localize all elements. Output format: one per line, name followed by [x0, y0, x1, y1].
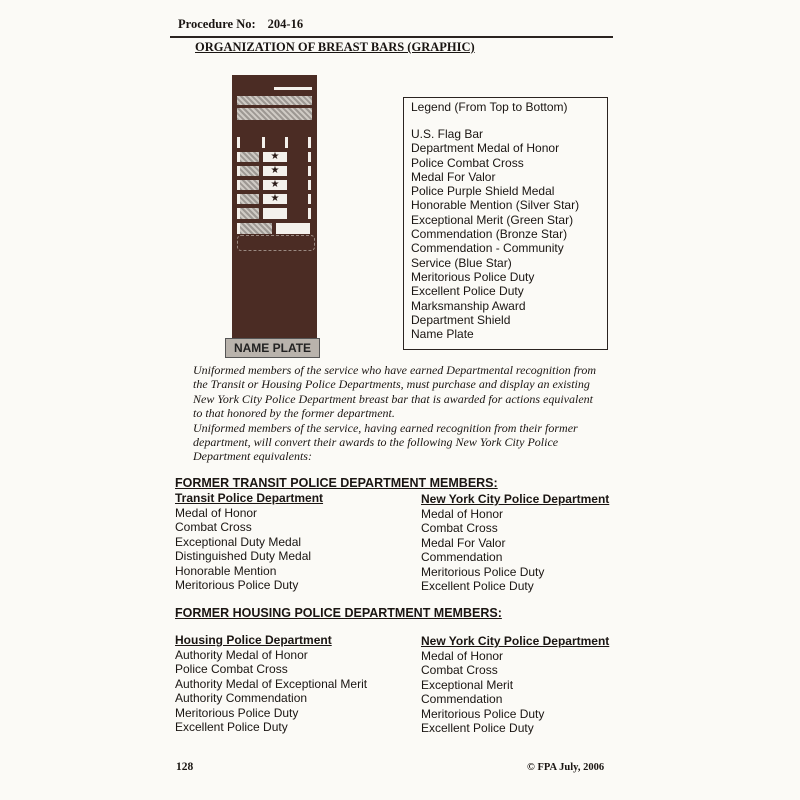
legend-item: Service (Blue Star) — [411, 255, 512, 270]
legend-item: Police Purple Shield Medal — [411, 184, 555, 199]
paragraph-line: to that honored by the former department. — [193, 406, 395, 421]
legend-box — [403, 97, 608, 350]
paragraph-line: the Transit or Housing Police Departments, must purchase and display an existing — [193, 377, 590, 392]
star-icon: ★ — [263, 166, 287, 176]
procedure-value: 204-16 — [267, 17, 304, 31]
award-item: Meritorious Police Duty — [421, 706, 545, 721]
paragraph-line: Uniformed members of the service who have earned Departmental recognition from — [193, 363, 597, 377]
page-number: 128 — [176, 761, 194, 773]
award-item: Excellent Police Duty — [421, 579, 534, 593]
star-icon: ★ — [263, 194, 287, 204]
award-item: Commendation — [421, 692, 503, 706]
column-header: Housing Police Department — [175, 633, 332, 647]
award-item: Police Combat Cross — [175, 662, 288, 676]
column-header: New York City Police Department — [421, 492, 610, 506]
legend-item: Medal For Valor — [411, 169, 496, 184]
transit-column — [175, 491, 323, 593]
legend-item: Name Plate — [411, 327, 474, 342]
award-item: Distinguished Duty Medal — [175, 549, 312, 563]
legend-item: Excellent Police Duty — [411, 284, 524, 299]
legend-list — [411, 127, 579, 341]
award-item: Excellent Police Duty — [175, 720, 288, 734]
legend-item: Police Combat Cross — [411, 155, 524, 170]
legend-item: Department Shield — [411, 312, 511, 327]
paragraph-line: New York City Police Department breast bar that is awarded for actions equivalent — [193, 391, 593, 406]
award-item: Authority Medal of Honor — [175, 647, 308, 662]
column-header: New York City Police Department — [421, 634, 610, 648]
medal-of-honor-bar — [237, 108, 312, 120]
legend-heading: Legend (From Top to Bottom) — [411, 100, 568, 114]
paragraph-line: Uniformed members of the service, having earned recognition from their former — [193, 420, 578, 435]
award-item: Combat Cross — [421, 663, 498, 677]
legend-item: Commendation (Bronze Star) — [411, 227, 568, 242]
legend-item: Department Medal of Honor — [411, 141, 560, 156]
flag-bar — [237, 96, 312, 105]
legend-item: Commendation - Community — [411, 241, 564, 256]
paragraph-line: department, will convert their awards to the following New York City Police — [193, 435, 559, 450]
award-item: Combat Cross — [421, 521, 498, 535]
legend-item: Meritorious Police Duty — [411, 269, 535, 284]
paragraph-line: Department equivalents: — [193, 449, 312, 464]
award-item: Meritorious Police Duty — [421, 564, 545, 579]
nypd-equivalent-column-housing — [421, 634, 609, 736]
header-rule — [170, 36, 613, 38]
legend-item: U.S. Flag Bar — [411, 127, 484, 141]
award-item: Combat Cross — [175, 520, 252, 534]
award-item: Medal of Honor — [421, 506, 504, 521]
award-item: Exceptional Duty Medal — [175, 534, 302, 549]
copyright: © FPA July, 2006 — [527, 762, 605, 773]
award-item: Meritorious Police Duty — [175, 578, 299, 592]
column-header: Transit Police Department — [175, 491, 324, 505]
award-item: Commendation — [421, 550, 503, 564]
procedure-number — [178, 17, 303, 32]
legend-item: Honorable Mention (Silver Star) — [411, 198, 580, 213]
nypd-equivalent-column-transit — [421, 492, 609, 594]
page-title: ORGANIZATION OF BREAST BARS (GRAPHIC) — [195, 40, 475, 54]
award-item: Excellent Police Duty — [421, 721, 534, 735]
legend-item: Exceptional Merit (Green Star) — [411, 212, 574, 227]
procedure-label: Procedure No: — [178, 17, 256, 31]
award-item: Authority Commendation — [175, 691, 308, 705]
legend-item: Marksmanship Award — [411, 298, 526, 313]
award-item: Authority Medal of Exceptional Merit — [175, 676, 368, 691]
breast-bar-graphic — [232, 75, 317, 340]
award-item: Medal For Valor — [421, 535, 506, 550]
housing-column — [175, 633, 367, 735]
top-bar — [274, 87, 312, 90]
instructions-paragraph — [193, 363, 596, 464]
housing-section-heading: FORMER HOUSING POLICE DEPARTMENT MEMBERS: — [175, 606, 502, 620]
department-shield-outline — [237, 235, 315, 251]
transit-section-heading: FORMER TRANSIT POLICE DEPARTMENT MEMBERS: — [175, 476, 498, 490]
award-item: Honorable Mention — [175, 563, 277, 578]
name-plate: NAME PLATE — [225, 338, 320, 358]
award-item: Medal of Honor — [421, 648, 504, 663]
award-item: Exceptional Merit — [421, 677, 514, 692]
award-item: Medal of Honor — [175, 505, 258, 520]
star-icon: ★ — [263, 180, 287, 190]
award-item: Meritorious Police Duty — [175, 705, 299, 720]
star-icon: ★ — [263, 152, 287, 162]
